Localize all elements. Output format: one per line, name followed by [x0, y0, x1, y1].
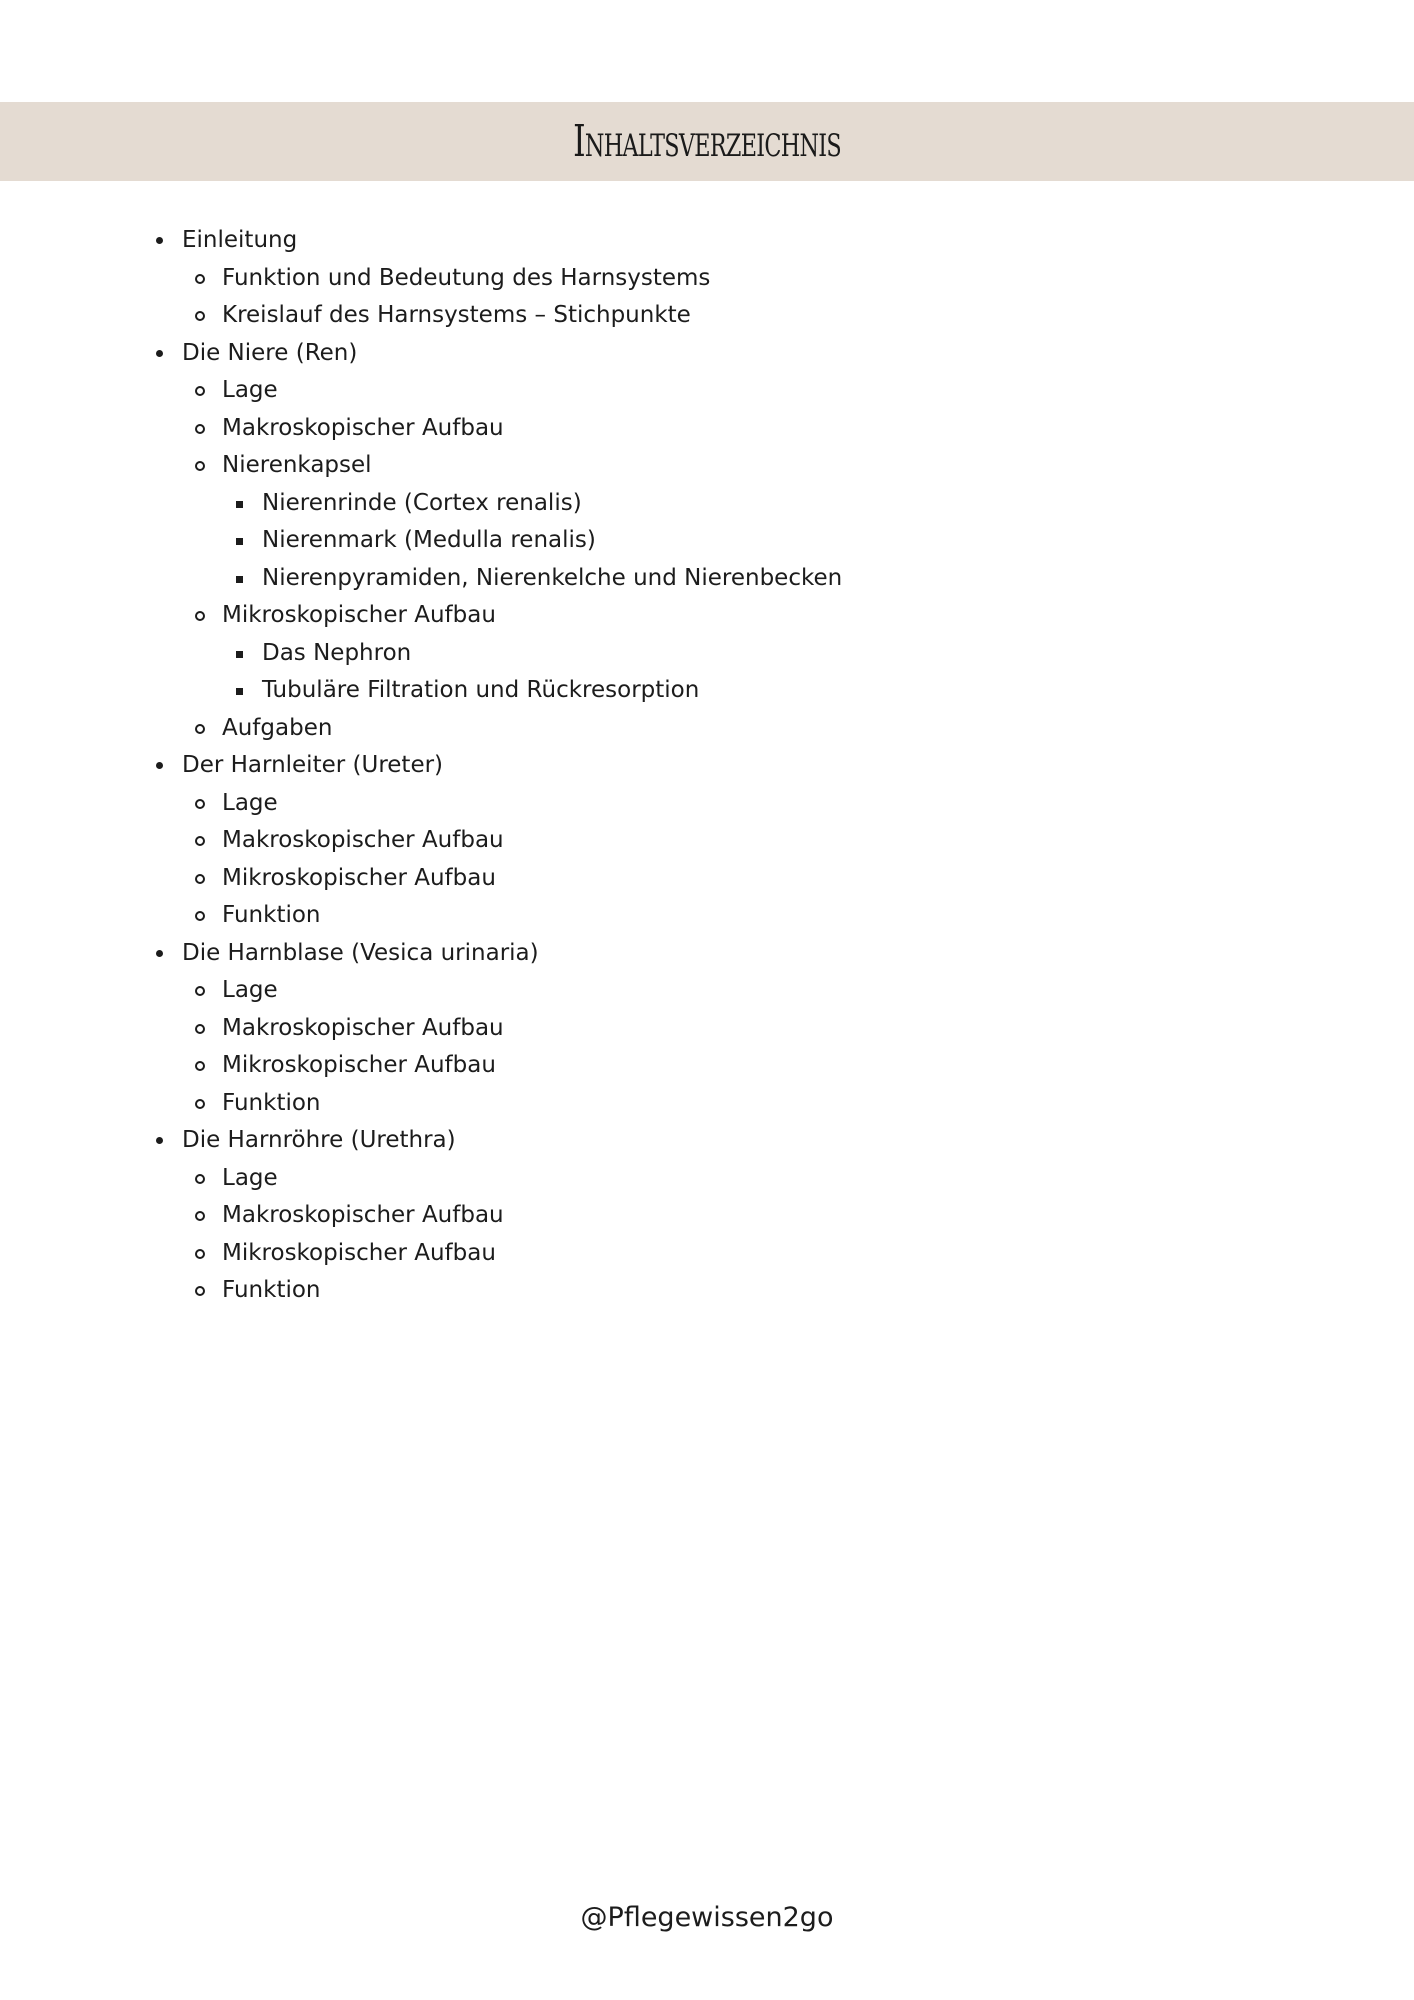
bullet-circle-icon [195, 986, 205, 996]
bullet-circle-icon [195, 274, 205, 284]
title-banner [0, 102, 1414, 181]
toc-entry-level-2 [150, 1235, 1250, 1273]
toc-entry-level-2 [150, 897, 1250, 935]
toc-entry-text: Funktion und Bedeutung des Harnsystems [222, 264, 711, 291]
toc-entry-text: Nierenrinde (Cortex renalis) [262, 489, 582, 516]
bullet-disc-icon [156, 350, 163, 357]
toc-entry-level-1 [150, 935, 1250, 973]
bullet-circle-icon [195, 386, 205, 396]
toc-entry-text: Funktion [222, 1277, 321, 1303]
toc-entry-level-1 [150, 222, 1250, 260]
toc-entry-level-2 [150, 410, 1250, 448]
toc-entry-level-3 [150, 672, 1250, 710]
bullet-square-icon [236, 651, 243, 658]
toc-entry-text: Mikroskopischer Aufbau [222, 864, 496, 891]
toc-entry-level-2 [150, 710, 1250, 748]
toc-entry-text: Nierenpyramiden, Nierenkelche und Nierenbecken [262, 564, 843, 591]
bullet-circle-icon [195, 1211, 205, 1221]
bullet-circle-icon [195, 311, 205, 321]
toc-entry-level-3 [150, 522, 1250, 560]
toc-entry-level-2 [150, 1010, 1250, 1048]
toc-entry-level-2 [150, 597, 1250, 635]
toc-entry-level-2 [150, 372, 1250, 410]
toc-entry-text: Aufgaben [222, 714, 333, 741]
toc-entry-text: Der Harnleiter (Ureter) [182, 752, 444, 778]
bullet-circle-icon [195, 1174, 205, 1184]
toc-entry-level-3 [150, 560, 1250, 598]
toc-entry-text: Makroskopischer Aufbau [222, 1202, 504, 1228]
toc-entry-text: Nierenmark (Medulla renalis) [262, 527, 596, 553]
bullet-square-icon [236, 501, 243, 508]
bullet-square-icon [236, 576, 243, 583]
bullet-square-icon [236, 688, 243, 695]
toc-entry-text: Makroskopischer Aufbau [222, 1014, 504, 1041]
toc-entry-level-3 [150, 635, 1250, 673]
toc-entry-text: Funktion [222, 902, 321, 928]
toc-entry-level-1 [150, 747, 1250, 785]
toc-entry-level-2 [150, 822, 1250, 860]
toc-entry-level-2 [150, 1047, 1250, 1085]
footer-handle: @Pflegewissen2go [580, 1902, 834, 1933]
toc-entry-text: Mikroskopischer Aufbau [222, 1239, 496, 1266]
bullet-circle-icon [195, 1024, 205, 1034]
toc-entry-level-3 [150, 485, 1250, 523]
bullet-disc-icon [156, 762, 163, 769]
toc-entry-text: Tubuläre Filtration und Rückresorption [262, 677, 700, 703]
bullet-circle-icon [195, 611, 205, 621]
toc-entry-level-2 [150, 785, 1250, 823]
toc-entry-level-2 [150, 1085, 1250, 1123]
bullet-square-icon [236, 538, 243, 545]
toc-entry-text: Nierenkapsel [222, 452, 372, 478]
toc-entry-level-1 [150, 335, 1250, 373]
toc-entry-level-2 [150, 860, 1250, 898]
toc-entry-level-2 [150, 1160, 1250, 1198]
bullet-circle-icon [195, 1099, 205, 1109]
table-of-contents [150, 222, 1250, 1310]
toc-entry-text: Lage [222, 789, 278, 816]
bullet-circle-icon [195, 1061, 205, 1071]
bullet-circle-icon [195, 461, 205, 471]
bullet-circle-icon [195, 874, 205, 884]
bullet-circle-icon [195, 1249, 205, 1259]
bullet-circle-icon [195, 724, 205, 734]
bullet-disc-icon [156, 1137, 163, 1144]
toc-entry-level-2 [150, 447, 1250, 485]
bullet-circle-icon [195, 1286, 205, 1296]
toc-entry-text: Einleitung [182, 227, 298, 253]
toc-entry-text: Die Niere (Ren) [182, 339, 358, 366]
toc-entry-text: Kreislauf des Harnsystems – Stichpunkte [222, 302, 691, 328]
page-title: Inhaltsverzeichnis [573, 115, 841, 167]
toc-entry-level-1 [150, 1122, 1250, 1160]
toc-entry-text: Makroskopischer Aufbau [222, 414, 504, 441]
toc-entry-text: Lage [222, 377, 278, 403]
toc-entry-text: Lage [222, 1164, 278, 1191]
bullet-circle-icon [195, 799, 205, 809]
toc-entry-text: Die Harnröhre (Urethra) [182, 1127, 456, 1153]
bullet-circle-icon [195, 424, 205, 434]
bullet-circle-icon [195, 836, 205, 846]
toc-entry-level-2 [150, 260, 1250, 298]
toc-entry-text: Mikroskopischer Aufbau [222, 1052, 496, 1078]
toc-entry-text: Mikroskopischer Aufbau [222, 602, 496, 628]
bullet-disc-icon [156, 237, 163, 244]
toc-entry-level-2 [150, 297, 1250, 335]
toc-entry-level-2 [150, 1272, 1250, 1310]
toc-entry-text: Das Nephron [262, 639, 412, 666]
toc-entry-text: Makroskopischer Aufbau [222, 827, 504, 853]
toc-entry-level-2 [150, 1197, 1250, 1235]
bullet-disc-icon [156, 950, 163, 957]
bullet-circle-icon [195, 911, 205, 921]
toc-entry-text: Lage [222, 977, 278, 1003]
toc-entry-text: Funktion [222, 1089, 321, 1116]
toc-entry-text: Die Harnblase (Vesica urinaria) [182, 939, 539, 966]
toc-list [150, 222, 1250, 1310]
toc-entry-level-2 [150, 972, 1250, 1010]
